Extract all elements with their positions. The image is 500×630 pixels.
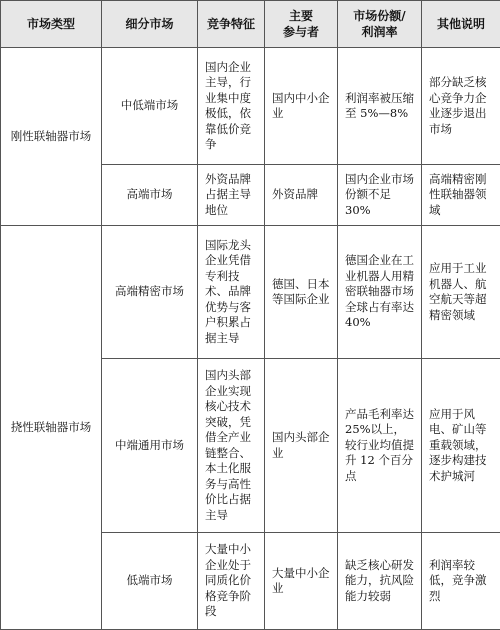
- competition-cell: 国内头部企业实现核心技术突破，凭借全产业链整合、本土化服务与高性价比占据主导: [198, 359, 265, 533]
- other-cell: 应用于工业机器人、航空航天等超精密领域: [422, 226, 500, 359]
- participants-cell: 国内中小企业: [265, 48, 338, 165]
- market-type-cell: 挠性联轴器市场: [1, 226, 102, 630]
- share-profit-cell: 德国企业在工业机器人用精密联轴器市场全球占有率达 40%: [338, 226, 422, 359]
- share-profit-cell: 国内企业市场份额不足 30%: [338, 165, 422, 226]
- segment-cell: 中端通用市场: [102, 359, 198, 533]
- segment-cell: 低端市场: [102, 533, 198, 630]
- header-other: 其他说明: [422, 1, 500, 48]
- competition-cell: 外资品牌占据主导地位: [198, 165, 265, 226]
- participants-cell: 外资品牌: [265, 165, 338, 226]
- competition-cell: 国际龙头企业凭借专利技术、品牌优势与客户积累占据主导: [198, 226, 265, 359]
- other-cell: 利润率较低，竞争激烈: [422, 533, 500, 630]
- share-profit-cell: 缺乏核心研发能力，抗风险能力较弱: [338, 533, 422, 630]
- segment-cell: 高端市场: [102, 165, 198, 226]
- segment-cell: 中低端市场: [102, 48, 198, 165]
- header-participants: 主要 参与者: [265, 1, 338, 48]
- other-cell: 部分缺乏核心竞争力企业逐步退出市场: [422, 48, 500, 165]
- share-profit-cell: 产品毛利率达 25%以上，较行业均值提升 12 个百分点: [338, 359, 422, 533]
- competition-cell: 大量中小企业处于同质化价格竞争阶段: [198, 533, 265, 630]
- table-row: [1, 48, 500, 165]
- market-type-cell: 刚性联轴器市场: [1, 48, 102, 226]
- other-cell: 高端精密刚性联轴器领域: [422, 165, 500, 226]
- participants-cell: 大量中小企业: [265, 533, 338, 630]
- other-cell: 应用于风电、矿山等重载领域，逐步构建技术护城河: [422, 359, 500, 533]
- header-competition: 竞争特征: [198, 1, 265, 48]
- header-segment: 细分市场: [102, 1, 198, 48]
- table-header-row: [1, 1, 500, 48]
- segment-cell: 高端精密市场: [102, 226, 198, 359]
- header-market-type: 市场类型: [1, 1, 102, 48]
- table-row: [1, 226, 500, 359]
- participants-cell: 德国、日本等国际企业: [265, 226, 338, 359]
- header-share-profit: 市场份额/ 利润率: [338, 1, 422, 48]
- competition-cell: 国内企业主导，行业集中度极低，依靠低价竞争: [198, 48, 265, 165]
- participants-cell: 国内头部企业: [265, 359, 338, 533]
- share-profit-cell: 利润率被压缩至 5%—8%: [338, 48, 422, 165]
